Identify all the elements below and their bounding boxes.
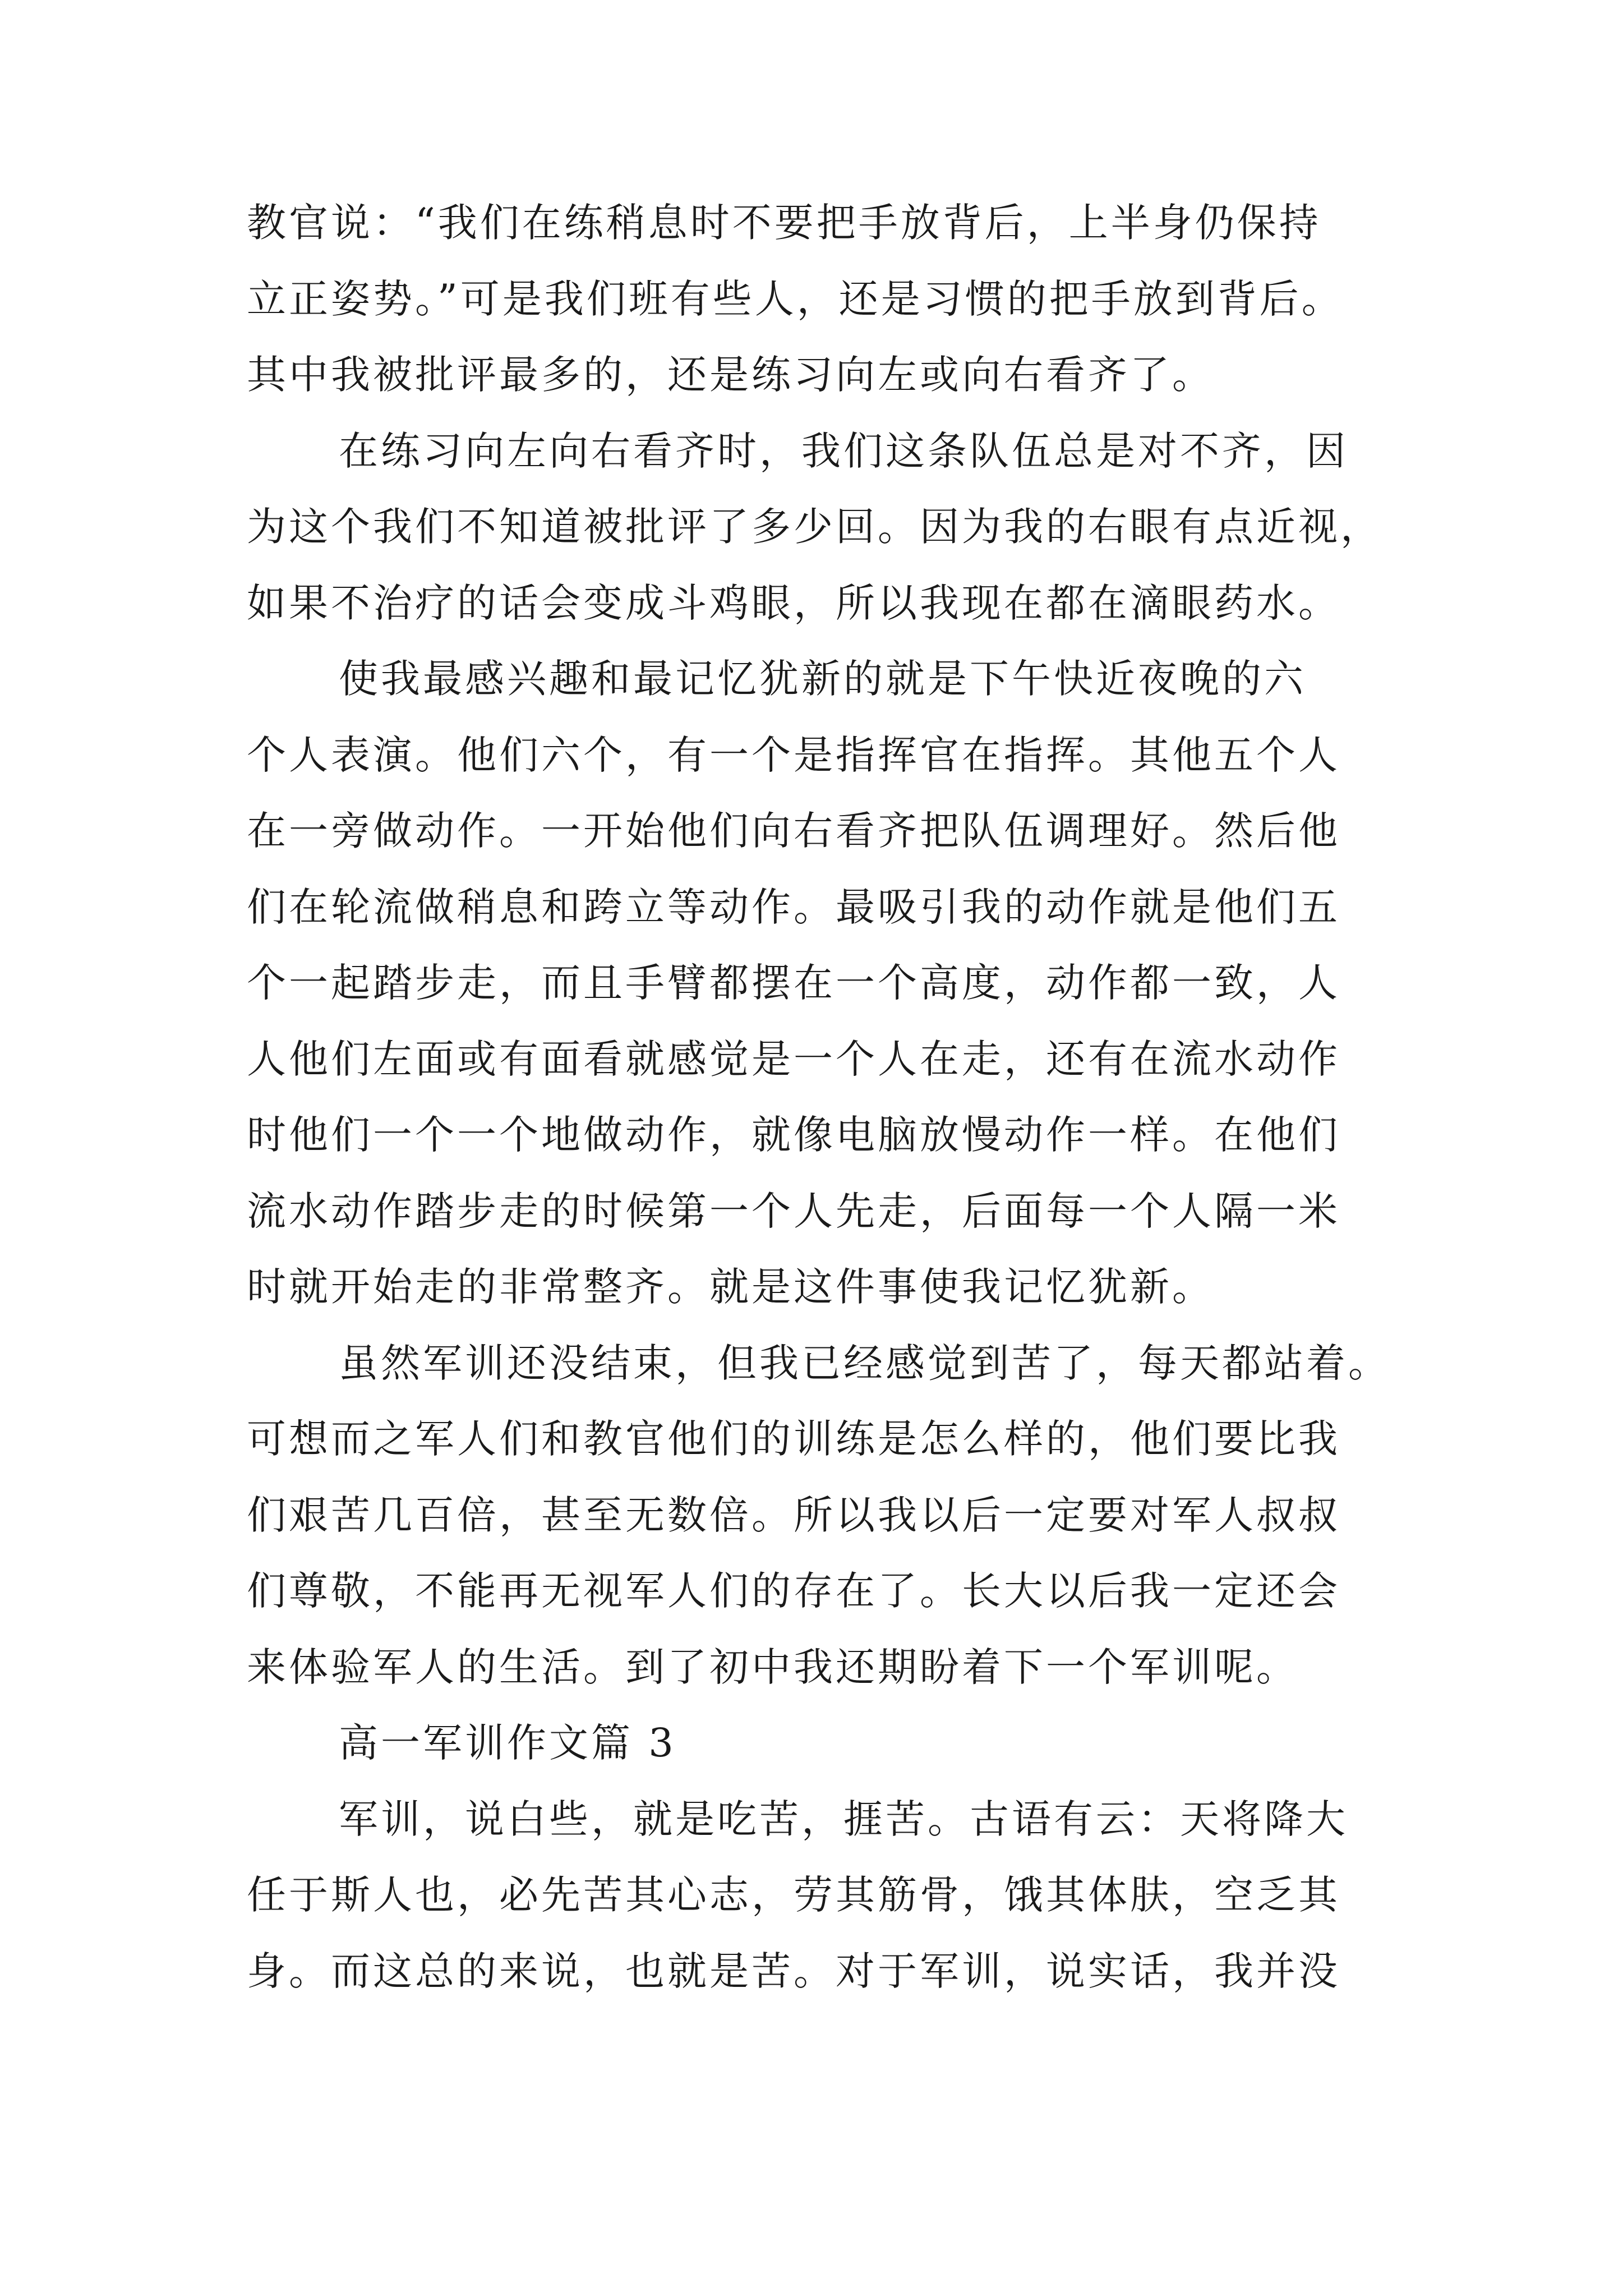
paragraph [247, 185, 1391, 413]
text-line: 身。而这总的来说，也就是苦。对于军训，说实话，我并没 [247, 1948, 1340, 1994]
text-line: 流水动作踏步走的时候第一个人先走，后面每一个人隔一米 [247, 1188, 1340, 1234]
text-line: 可想而之军人们和教官他们的训练是怎么样的，他们要比我 [247, 1416, 1340, 1462]
paragraph [247, 641, 1391, 1326]
text-line: 在一旁做动作。一开始他们向右看齐把队伍调理好。然后他 [247, 808, 1340, 854]
document-body [247, 185, 1391, 2009]
text-line: 为这个我们不知道被批评了多少回。因为我的右眼有点近视， [247, 504, 1382, 550]
paragraph [247, 413, 1391, 642]
text-line: 其中我被批评最多的，还是练习向左或向右看齐了。 [247, 352, 1214, 398]
text-line: 个人表演。他们六个，有一个是指挥官在指挥。其他五个人 [247, 731, 1340, 778]
text-line: 个一起踏步走，而且手臂都摆在一个高度，动作都一致，人 [247, 960, 1340, 1006]
text-line: 军训，说白些，就是吃苦，捱苦。古语有云：天将降大 [339, 1796, 1348, 1842]
text-line: 如果不治疗的话会变成斗鸡眼，所以我现在都在滴眼药水。 [247, 579, 1340, 626]
text-line: 在练习向左向右看齐时，我们这条队伍总是对不齐，因 [339, 427, 1348, 474]
text-line: 时就开始走的非常整齐。就是这件事使我记忆犹新。 [247, 1264, 1214, 1310]
paragraph [247, 1782, 1391, 2010]
text-line: 时他们一个一个地做动作，就像电脑放慢动作一样。在他们 [247, 1112, 1340, 1158]
text-line: 虽然军训还没结束，但我已经感觉到苦了，每天都站着。 [339, 1340, 1390, 1386]
text-line: 教官说：“我们在练稍息时不要把手放背后，上半身仍保持 [247, 200, 1321, 246]
text-line: 们在轮流做稍息和跨立等动作。最吸引我的动作就是他们五 [247, 884, 1340, 930]
paragraph [247, 1326, 1391, 1706]
text-line: 任于斯人也，必先苦其心志，劳其筋骨，饿其体肤，空乏其 [247, 1872, 1340, 1918]
text-line: 们尊敬，不能再无视军人们的存在了。长大以后我一定还会 [247, 1568, 1340, 1614]
text-line: 们艰苦几百倍，甚至无数倍。所以我以后一定要对军人叔叔 [247, 1492, 1340, 1538]
section-heading-text: 高一军训作文篇 3 [339, 1720, 676, 1766]
text-line: 人他们左面或有面看就感觉是一个人在走，还有在流水动作 [247, 1036, 1340, 1082]
text-line: 使我最感兴趣和最记忆犹新的就是下午快近夜晚的六 [339, 656, 1306, 702]
text-line: 立正姿势。”可是我们班有些人，还是习惯的把手放到背后。 [247, 275, 1344, 322]
text-line: 来体验军人的生活。到了初中我还期盼着下一个军训呢。 [247, 1644, 1298, 1690]
section-heading [247, 1705, 1391, 1782]
